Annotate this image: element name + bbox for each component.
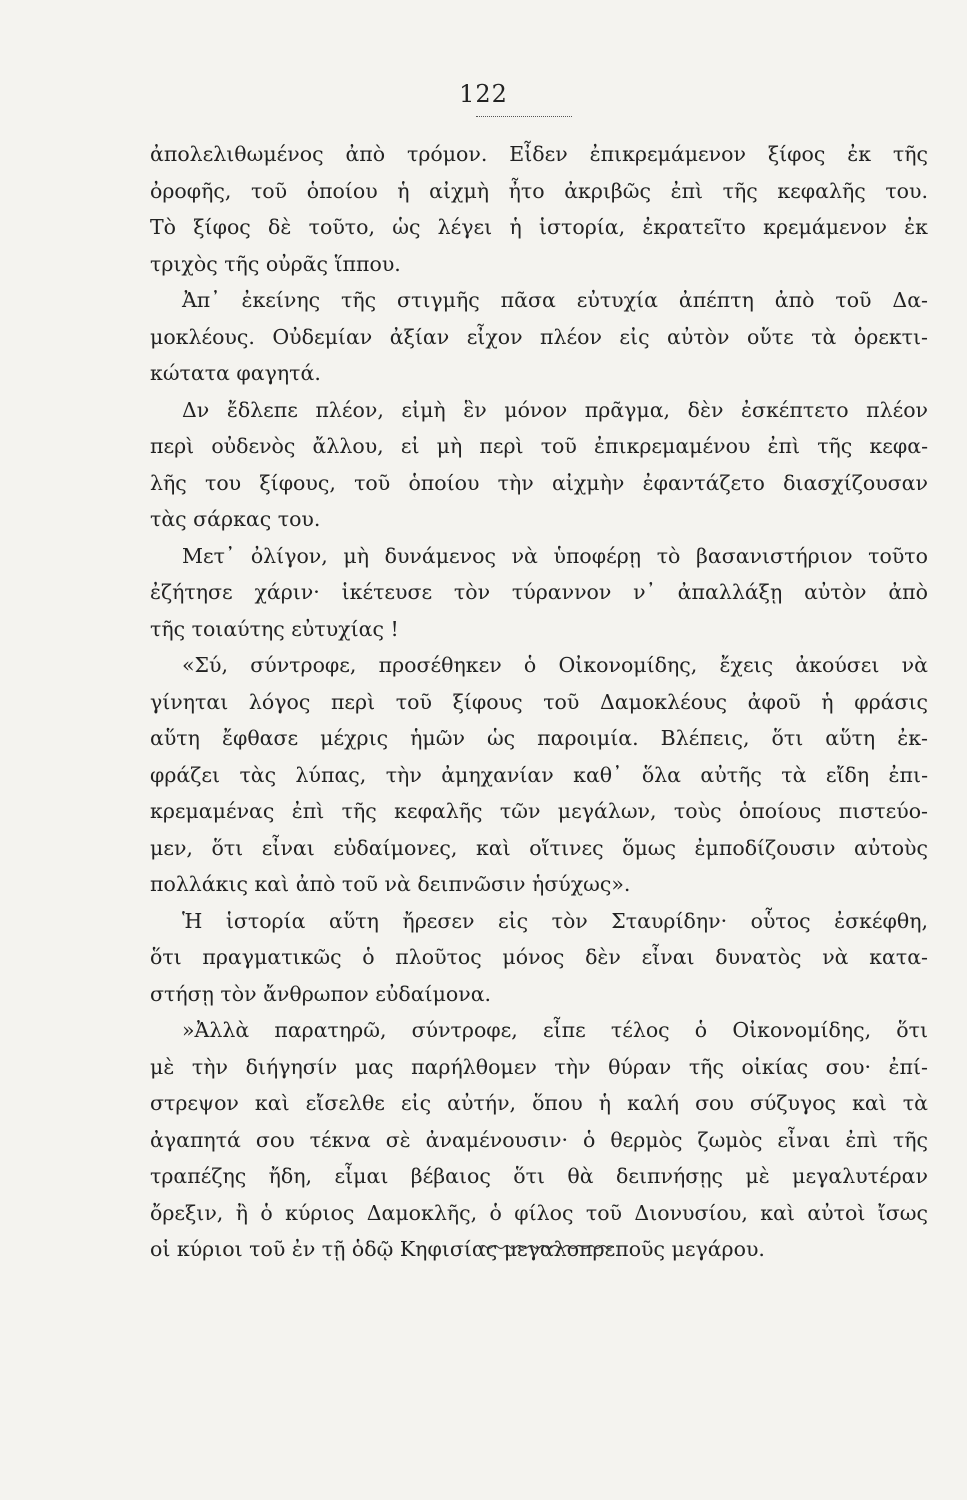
text-line: γίνηται λόγος περὶ τοῦ ξίφους τοῦ Δαμοκλέους ἀφοῦ ἡ φράσις: [150, 689, 928, 714]
text-line: μὲ τὴν διήγησίν μας παρήλθομεν τὴν θύραν τῆς οἰκίας σου· ἐπί-: [150, 1054, 928, 1079]
text-line: αὕτη ἔφθασε μέχρις ἡμῶν ὡς παροιμία. Βλέπεις, ὅτι αὕτη ἐκ-: [150, 726, 928, 750]
text-line: Ἀπ᾽ ἐκείνης τῆς στιγμῆς πᾶσα εὐτυχία ἀπέπτη ἀπὸ τοῦ Δα-: [182, 288, 928, 312]
text-line: περὶ οὐδενὸς ἄλλου, εἰ μὴ περὶ τοῦ ἐπικρεμαμένου ἐπὶ τῆς κεφα-: [150, 434, 928, 458]
text-line: ὄρεξιν, ἢ ὁ κύριος Δαμοκλῆς, ὁ φίλος τοῦ Διονυσίου, καὶ αὐτοὶ ἴσως: [150, 1200, 928, 1225]
text-line: κώτατα φαγητά.: [150, 361, 321, 385]
text-line: ὀροφῆς, τοῦ ὁποίου ἡ αἰχμὴ ἦτο ἀκριβῶς ἐπὶ τῆς κεφαλῆς του.: [150, 178, 928, 203]
text-line: πολλάκις καὶ ἀπὸ τοῦ νὰ δειπνῶσιν ἡσύχως».: [150, 872, 631, 896]
text-line: τραπέζης ἤδη, εἶμαι βέβαιος ὅτι θὰ δειπνήσῃς μὲ μεγαλυτέραν: [150, 1164, 928, 1188]
text-line: λῆς του ξίφους, τοῦ ὁποίου τὴν αἰχμὴν ἐφαντάζετο διασχίζουσαν: [150, 470, 928, 495]
text-line: τὰς σάρκας του.: [150, 507, 321, 531]
text-line: Ἡ ἱστορία αὕτη ἤρεσεν εἰς τὸν Σταυρίδην· οὗτος ἐσκέφθη,: [182, 908, 928, 933]
text-line: φράζει τὰς λύπας, τὴν ἀμηχανίαν καθ᾽ ὅλα αὐτῆς τὰ εἴδη ἐπι-: [150, 762, 928, 787]
end-of-chapter-ornament: [480, 1244, 612, 1250]
text-line: οἱ κύριοι τοῦ ἐν τῇ ὁδῷ Κηφισίας μεγαλοπρεποῦς μεγάρου.: [150, 1237, 765, 1261]
text-line: στρεψον καὶ εἴσελθε εἰς αὐτήν, ὅπου ἡ καλή σου σύζυγος καὶ τὰ: [150, 1091, 928, 1115]
page-number: 122: [459, 80, 508, 108]
text-line: μεν, ὅτι εἶναι εὐδαίμονες, καὶ οἵτινες ὅμως ἐμποδίζουσιν αὐτοὺς: [150, 835, 928, 860]
text-line: στήσῃ τὸν ἄνθρωπον εὐδαίμονα.: [150, 981, 492, 1006]
header-rule: [476, 116, 572, 117]
text-line: »Ἀλλὰ παρατηρῶ, σύντροφε, εἶπε τέλος ὁ Οἰκονομίδης, ὅτι: [182, 1018, 928, 1042]
text-line: τῆς τοιαύτης εὐτυχίας !: [150, 616, 399, 641]
text-line: ἀγαπητά σου τέκνα σὲ ἀναμένουσιν· ὁ θερμὸς ζωμὸς εἶναι ἐπὶ τῆς: [150, 1127, 928, 1152]
text-line: ὅτι πραγματικῶς ὁ πλοῦτος μόνος δὲν εἶναι δυνατὸς νὰ κατα-: [150, 945, 928, 969]
text-line: μοκλέους. Οὐδεμίαν ἀξίαν εἶχον πλέον εἰς αὐτὸν οὔτε τὰ ὀρεκτι-: [150, 324, 928, 349]
text-line: ἀπολελιθωμένος ἀπὸ τρόμον. Εἶδεν ἐπικρεμάμενον ξίφος ἐκ τῆς: [150, 142, 928, 166]
text-line: Δν ἔδλεπε πλέον, εἰμὴ ἓν μόνον πρᾶγμα, δὲν ἐσκέπτετο πλέον: [182, 397, 928, 422]
text-line: ἐζήτησε χάριν· ἱκέτευσε τὸν τύραννον ν᾽ ἀπαλλάξῃ αὐτὸν ἀπὸ: [150, 580, 928, 604]
text-line: κρεμαμένας ἐπὶ τῆς κεφαλῆς τῶν μεγάλων, τοὺς ὁποίους πιστεύο-: [150, 799, 928, 823]
text-line: Μετ᾽ ὀλίγον, μὴ δυνάμενος νὰ ὑποφέρῃ τὸ βασανιστήριον τοῦτο: [182, 543, 928, 568]
body-text: [150, 136, 928, 1268]
text-line: τριχὸς τῆς οὐρᾶς ἵππου.: [150, 251, 401, 276]
text-line: Τὸ ξίφος δὲ τοῦτο, ὡς λέγει ἡ ἱστορία, ἐκρατεῖτο κρεμάμενον ἐκ: [150, 215, 928, 239]
text-line: «Σύ, σύντροφε, προσέθηκεν ὁ Οἰκονομίδης, ἔχεις ἀκούσει νὰ: [182, 653, 928, 677]
